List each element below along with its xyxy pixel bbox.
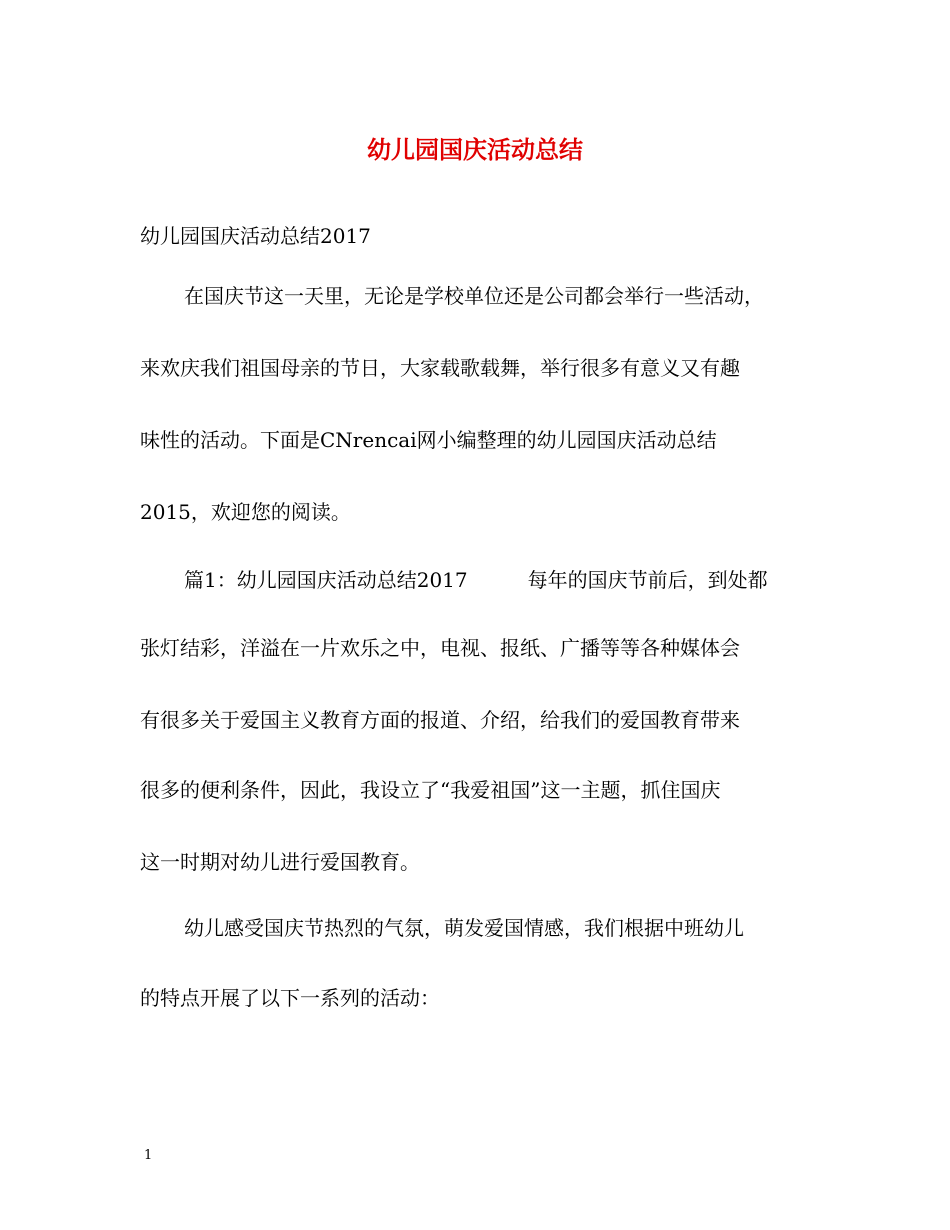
document-subtitle: 幼儿园国庆活动总结2017 bbox=[140, 224, 371, 248]
paragraph-line: 幼儿感受国庆节热烈的气氛，萌发爱国情感，我们根据中班幼儿 bbox=[184, 916, 744, 940]
paragraph-line: 张灯结彩，洋溢在一片欢乐之中，电视、报纸、广播等等各种媒体会 bbox=[140, 636, 740, 660]
paragraph-line: 很多的便利条件，因此，我设立了“我爱祖国”这一主题，抓住国庆 bbox=[140, 778, 721, 802]
paragraph-line: 2015，欢迎您的阅读。 bbox=[140, 500, 351, 524]
paragraph-line: 来欢庆我们祖国母亲的节日，大家载歌载舞，举行很多有意义又有趣 bbox=[140, 356, 740, 380]
document-title: 幼儿园国庆活动总结 bbox=[367, 135, 583, 164]
paragraph-line: 这一时期对幼儿进行爱国教育。 bbox=[140, 850, 420, 874]
paragraph-line: 的特点开展了以下一系列的活动： bbox=[140, 986, 440, 1010]
paragraph-line: 味性的活动。下面是CNrencai网小编整理的幼儿园国庆活动总结 bbox=[140, 428, 717, 452]
paragraph-line: 有很多关于爱国主义教育方面的报道、介绍，给我们的爱国教育带来 bbox=[140, 708, 740, 732]
page-number: 1 bbox=[144, 1148, 153, 1163]
paragraph-line: 在国庆节这一天里，无论是学校单位还是公司都会举行一些活动， bbox=[184, 284, 764, 308]
paragraph-line: 篇1：幼儿园国庆活动总结2017 每年的国庆节前后，到处都 bbox=[184, 568, 768, 592]
